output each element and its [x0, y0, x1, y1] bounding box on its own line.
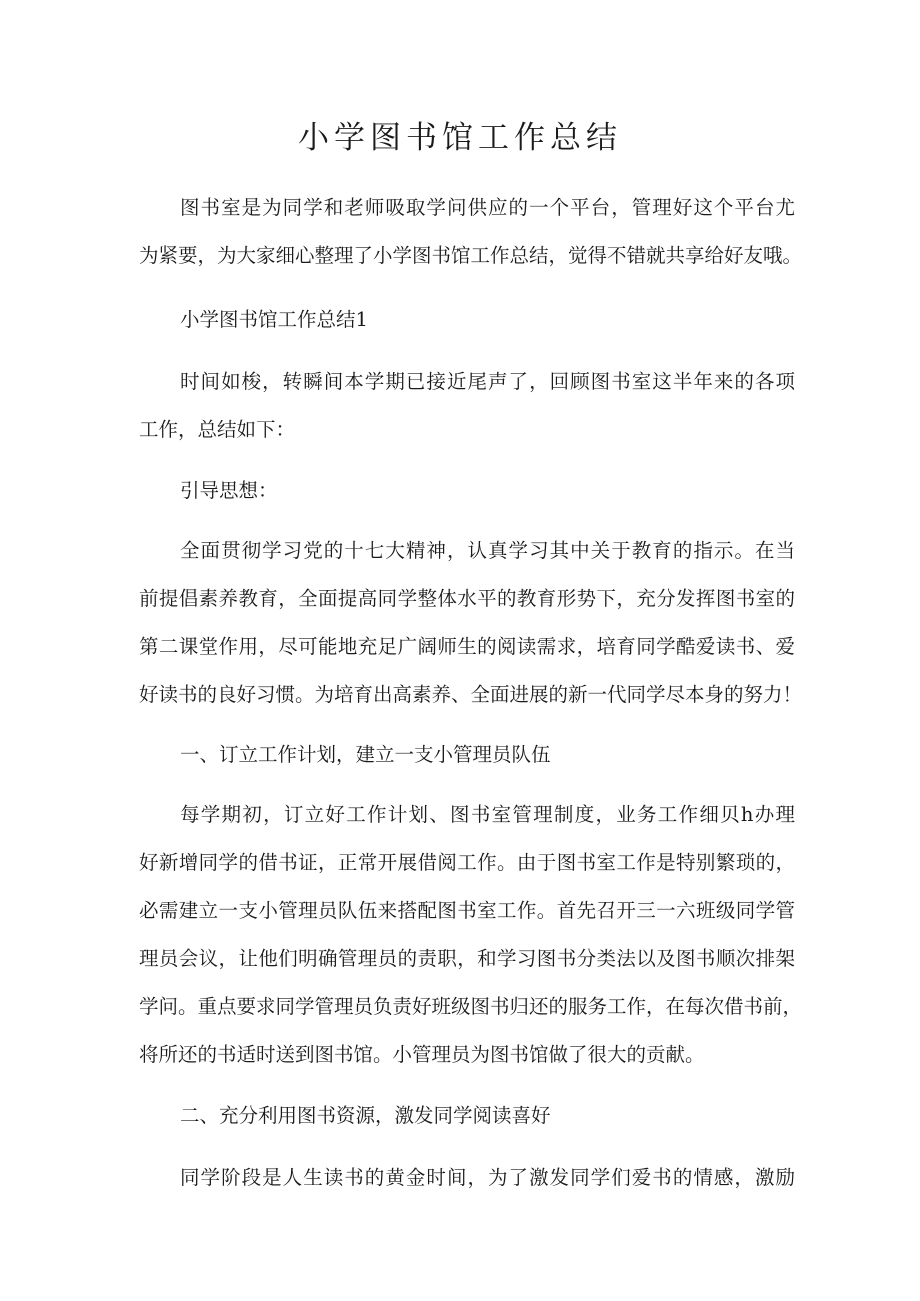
- paragraph-line: 一、订立工作计划，建立一支小管理员队伍: [180, 743, 551, 766]
- paragraph-line: 同学阶段是人生读书的黄金时间，为了激发同学们爱书的情感，激励: [180, 1166, 795, 1189]
- section-heading: [139, 296, 795, 344]
- point-1-paragraph: [139, 791, 803, 1079]
- paragraph-line: 好读书的良好习惯。为培育出高素养、全面进展的新一代同学尽本身的努力！: [139, 683, 803, 706]
- paragraph-line: 每学期初，订立好工作计划、图书室管理制度，业务工作细贝h办理: [180, 803, 795, 826]
- point-1-heading: [139, 731, 795, 779]
- point-2-paragraph: [139, 1154, 795, 1202]
- point-2-heading: [139, 1092, 795, 1140]
- paragraph-line: 工作，总结如下：: [139, 418, 296, 441]
- paragraph-line: 小学图书馆工作总结1: [180, 308, 368, 331]
- opening-paragraph: [139, 358, 795, 454]
- paragraph-line: 二、充分利用图书资源，激发同学阅读喜好: [180, 1104, 551, 1127]
- paragraph-line: 学问。重点要求同学管理员负责好班级图书归还的服务工作，在每次借书前，: [139, 995, 803, 1018]
- paragraph-line: 必需建立一支小管理员队伍来搭配图书室工作。首先召开三一六班级同学管: [139, 899, 795, 922]
- paragraph-line: 前提倡素养教育，全面提高同学整体水平的教育形势下，充分发挥图书室的: [139, 587, 795, 610]
- paragraph-line: 全面贯彻学习党的十七大精神，认真学习其中关于教育的指示。在当: [180, 539, 795, 562]
- paragraph-line: 时间如梭，转瞬间本学期已接近尾声了，回顾图书室这半年来的各项: [180, 370, 795, 393]
- paragraph-line: 将所还的书适时送到图书馆。小管理员为图书馆做了很大的贡献。: [139, 1043, 705, 1066]
- paragraph-line: 引导思想：: [180, 479, 278, 502]
- intro-paragraph: [139, 184, 803, 280]
- document-title: 小学图书馆工作总结: [298, 120, 622, 156]
- paragraph-line: 好新增同学的借书证，正常开展借阅工作。由于图书室工作是特别繁琐的，: [139, 851, 795, 874]
- paragraph-line: 图书室是为同学和老师吸取学问供应的一个平台，管理好这个平台尤: [180, 196, 795, 219]
- paragraph-line: 理员会议，让他们明确管理员的责职，和学习图书分类法以及图书顺次排架: [139, 947, 795, 970]
- guiding-thought-label: [139, 467, 795, 515]
- paragraph-line: 第二课堂作用，尽可能地充足广阔师生的阅读需求，培育同学酷爱读书、爱: [139, 635, 795, 658]
- guiding-thought-paragraph: [139, 527, 803, 719]
- paragraph-line: 为紧要，为大家细心整理了小学图书馆工作总结，觉得不错就共享给好友哦。: [139, 244, 803, 267]
